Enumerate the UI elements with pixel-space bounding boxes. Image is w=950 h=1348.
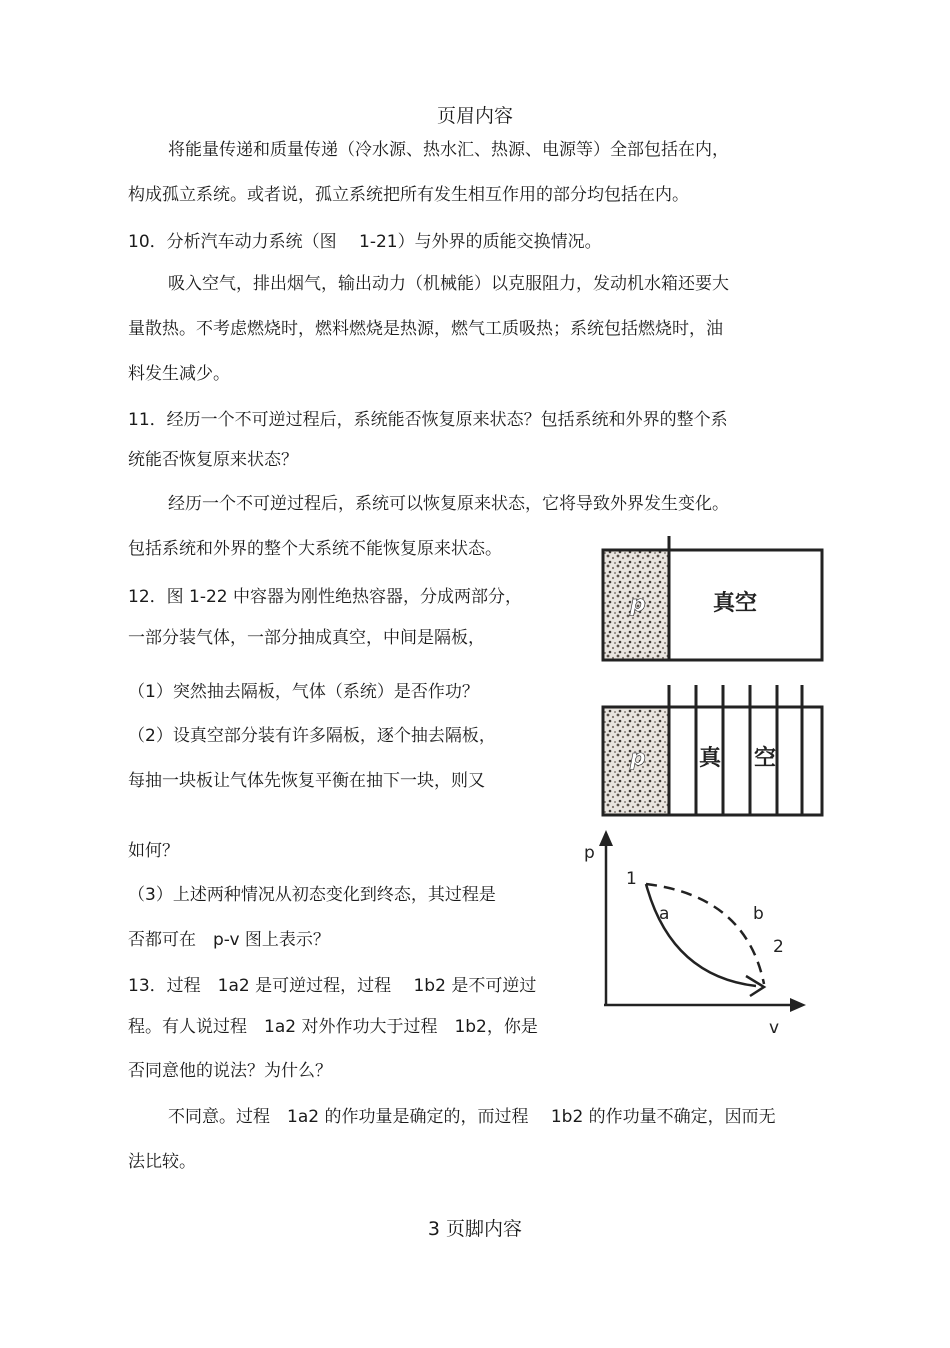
text-line: 量散热。不考虑燃烧时，燃料燃烧是热源，燃气工质吸热；系统包括燃烧时，油 bbox=[128, 319, 723, 339]
text-line: 吸入空气，排出烟气，输出动力（机械能）以克服阻力，发动机水箱还要大 bbox=[168, 274, 729, 294]
text-line: （3）上述两种情况从初态变化到终态，其过程是 bbox=[128, 885, 496, 905]
text-line: （1）突然抽去隔板，气体（系统）是否作功？ bbox=[128, 682, 479, 702]
text-line: 料发生减少。 bbox=[128, 364, 230, 384]
text-line: 将能量传递和质量传递（冷水源、热水汇、热源、电源等）全部包括在内， bbox=[168, 140, 729, 160]
p-axis-label: p bbox=[584, 843, 595, 863]
vacuum-label: 真空 bbox=[713, 591, 758, 616]
p-axis-arrow bbox=[599, 830, 613, 846]
text-line: 否都可在 p-v 图上表示？ bbox=[128, 930, 330, 950]
container-figure-1 bbox=[596, 534, 828, 666]
text-line: 构成孤立系统。或者说，孤立系统把所有发生相互作用的部分均包括在内。 bbox=[128, 185, 689, 205]
gas-label: p bbox=[630, 746, 646, 771]
vacuum-label-1: 真 bbox=[699, 746, 722, 771]
text-line: 包括系统和外界的整个大系统不能恢复原来状态。 bbox=[128, 539, 502, 559]
v-axis-label: v bbox=[769, 1018, 780, 1038]
text-line: 法比较。 bbox=[128, 1152, 196, 1172]
text-line: 程。有人说过程 1a2 对外作功大于过程 1b2，你是 bbox=[128, 1017, 538, 1037]
page-header: 页眉内容 bbox=[436, 105, 513, 127]
v-axis-arrow bbox=[790, 998, 806, 1012]
vacuum-label-2: 空 bbox=[754, 746, 777, 771]
text-line: 统能否恢复原来状态？ bbox=[128, 450, 298, 470]
text-line: 一部分装气体，一部分抽成真空，中间是隔板， bbox=[128, 628, 485, 648]
text-line: 不同意。过程 1a2 的作功量是确定的，而过程 1b2 的作功量不确定，因而无 bbox=[168, 1107, 776, 1127]
question-10: 10．分析汽车动力系统（图 1-21）与外界的质能交换情况。 bbox=[128, 232, 602, 252]
question-13: 13．过程 1a2 是可逆过程，过程 1b2 是不可逆过 bbox=[128, 976, 537, 996]
state-2-label: 2 bbox=[773, 937, 784, 957]
path-b-label: b bbox=[753, 904, 764, 924]
container-figure-2 bbox=[596, 683, 828, 819]
question-11: 11．经历一个不可逆过程后，系统能否恢复原来状态？包括系统和外界的整个系 bbox=[128, 410, 728, 430]
text-line: （2）设真空部分装有许多隔板，逐个抽去隔板， bbox=[128, 726, 496, 746]
page-footer: 3 页脚内容 bbox=[427, 1218, 523, 1240]
text-line: 如何？ bbox=[128, 841, 179, 861]
question-12: 12．图 1-22 中容器为刚性绝热容器，分成两部分， bbox=[128, 587, 523, 607]
gas-label: p bbox=[630, 592, 646, 617]
text-line: 否同意他的说法？为什么？ bbox=[128, 1061, 332, 1081]
state-1-label: 1 bbox=[626, 869, 637, 889]
text-line: 经历一个不可逆过程后，系统可以恢复原来状态，它将导致外界发生变化。 bbox=[168, 494, 729, 514]
pv-diagram bbox=[576, 826, 816, 1046]
text-line: 每抽一块板让气体先恢复平衡在抽下一块，则又 bbox=[128, 771, 485, 791]
path-a-label: a bbox=[659, 904, 670, 924]
